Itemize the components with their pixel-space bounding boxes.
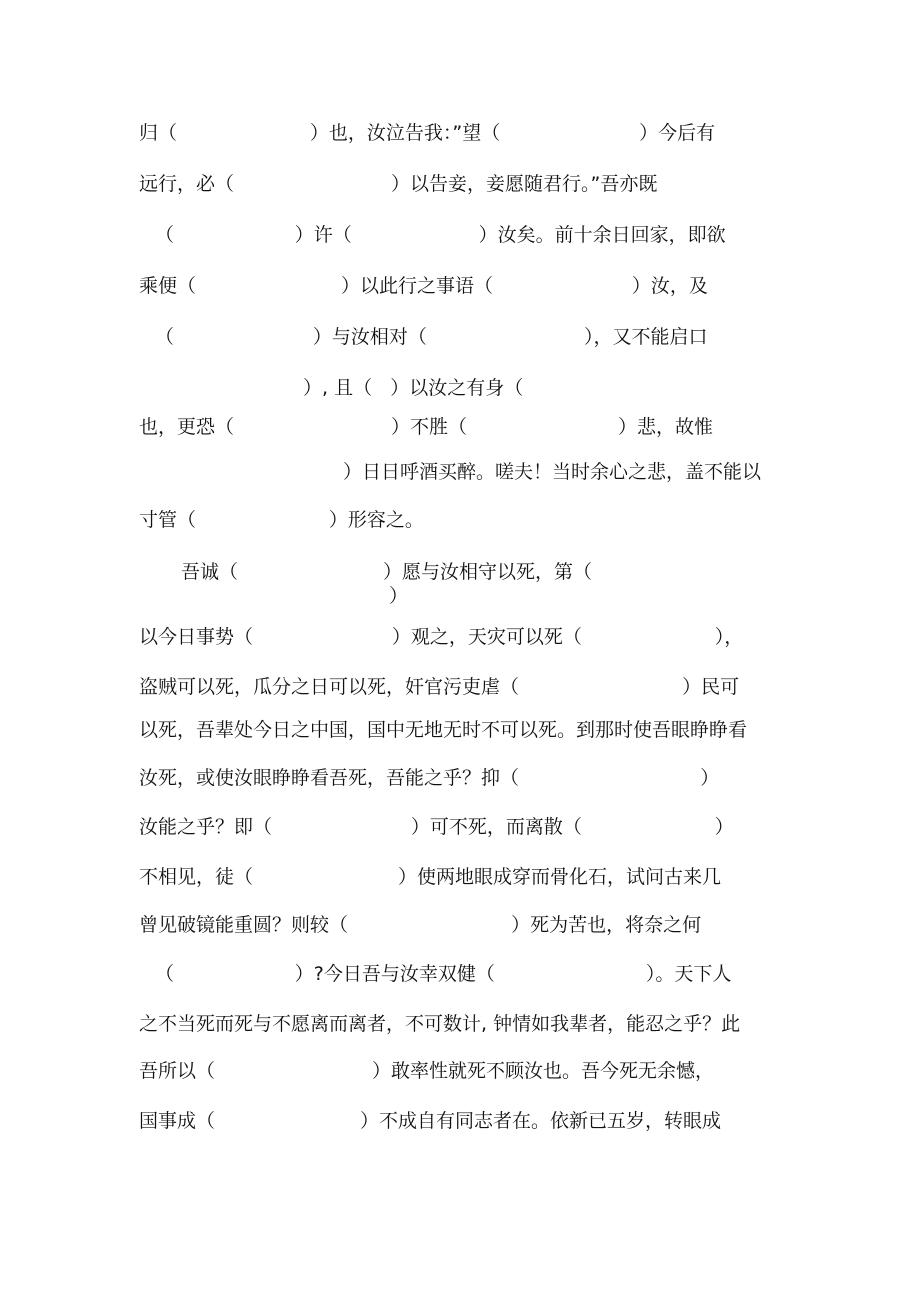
text-line: 之不当死而死与不愿离而离者，不可数计, 钟情如我辈者，能忍之乎？此: [139, 1013, 741, 1035]
text-line: 国事成（ ）不成自有同志者在。依新已五岁，转眼成: [139, 1110, 721, 1132]
text-line: 归（ ）也，汝泣告我：”望（ ）今后有: [139, 122, 716, 144]
text-line: 盗贼可以死，瓜分之日可以死，奸官污吏虐（ ）民可: [139, 676, 740, 698]
text-line: ）日日呼酒买醉。嗟夫！当时余心之悲，盖不能以: [343, 461, 762, 483]
text-line: ）, 且（ ）以汝之有身（: [303, 377, 524, 399]
text-line: 乘便（ ）以此行之事语（ ）汝，及: [139, 275, 708, 297]
text-line: 以今日事势（ ）观之，天灾可以死（ ），: [139, 626, 744, 648]
text-line: 以死，吾辈处今日之中国，国中无地无时不可以死。到那时使吾眼睁睁看: [139, 719, 748, 741]
text-line: （ ）与汝相对（ ），又不能启口: [155, 326, 708, 348]
text-line: 汝死，或使汝眼睁睁看吾死，吾能之乎？抑（ ）: [139, 767, 720, 789]
text-line: 也，更恐（ ）不胜（ ）悲，故惟: [139, 416, 714, 438]
text-line: 曾见破镜能重圆？则较（ ）死为苦也，将奈之何: [139, 914, 702, 936]
text-line: （ ）?今日吾与汝幸双健（ ）。天下人: [155, 963, 732, 985]
text-line: 远行，必（ ）以告妾，妾愿随君行。”吾亦既: [139, 173, 658, 195]
text-line: 吾所以（ ）敢率性就死不顾汝也。吾今死无余憾，: [139, 1060, 715, 1082]
text-line: 吾诚（ ）愿与汝相守以死，第（: [181, 561, 592, 583]
text-line: 不相见，徒（ ）使两地眼成穿而骨化石，试问古来几: [139, 866, 721, 888]
text-line: 汝能之乎？即（ ）可不死，而离散（ ）: [139, 816, 734, 838]
text-line: 寸管（ ）形容之。: [139, 509, 424, 531]
text-line: ）: [389, 585, 409, 607]
text-line: （ ）许（ ）汝矣。前十余日回家，即欲: [155, 224, 726, 246]
